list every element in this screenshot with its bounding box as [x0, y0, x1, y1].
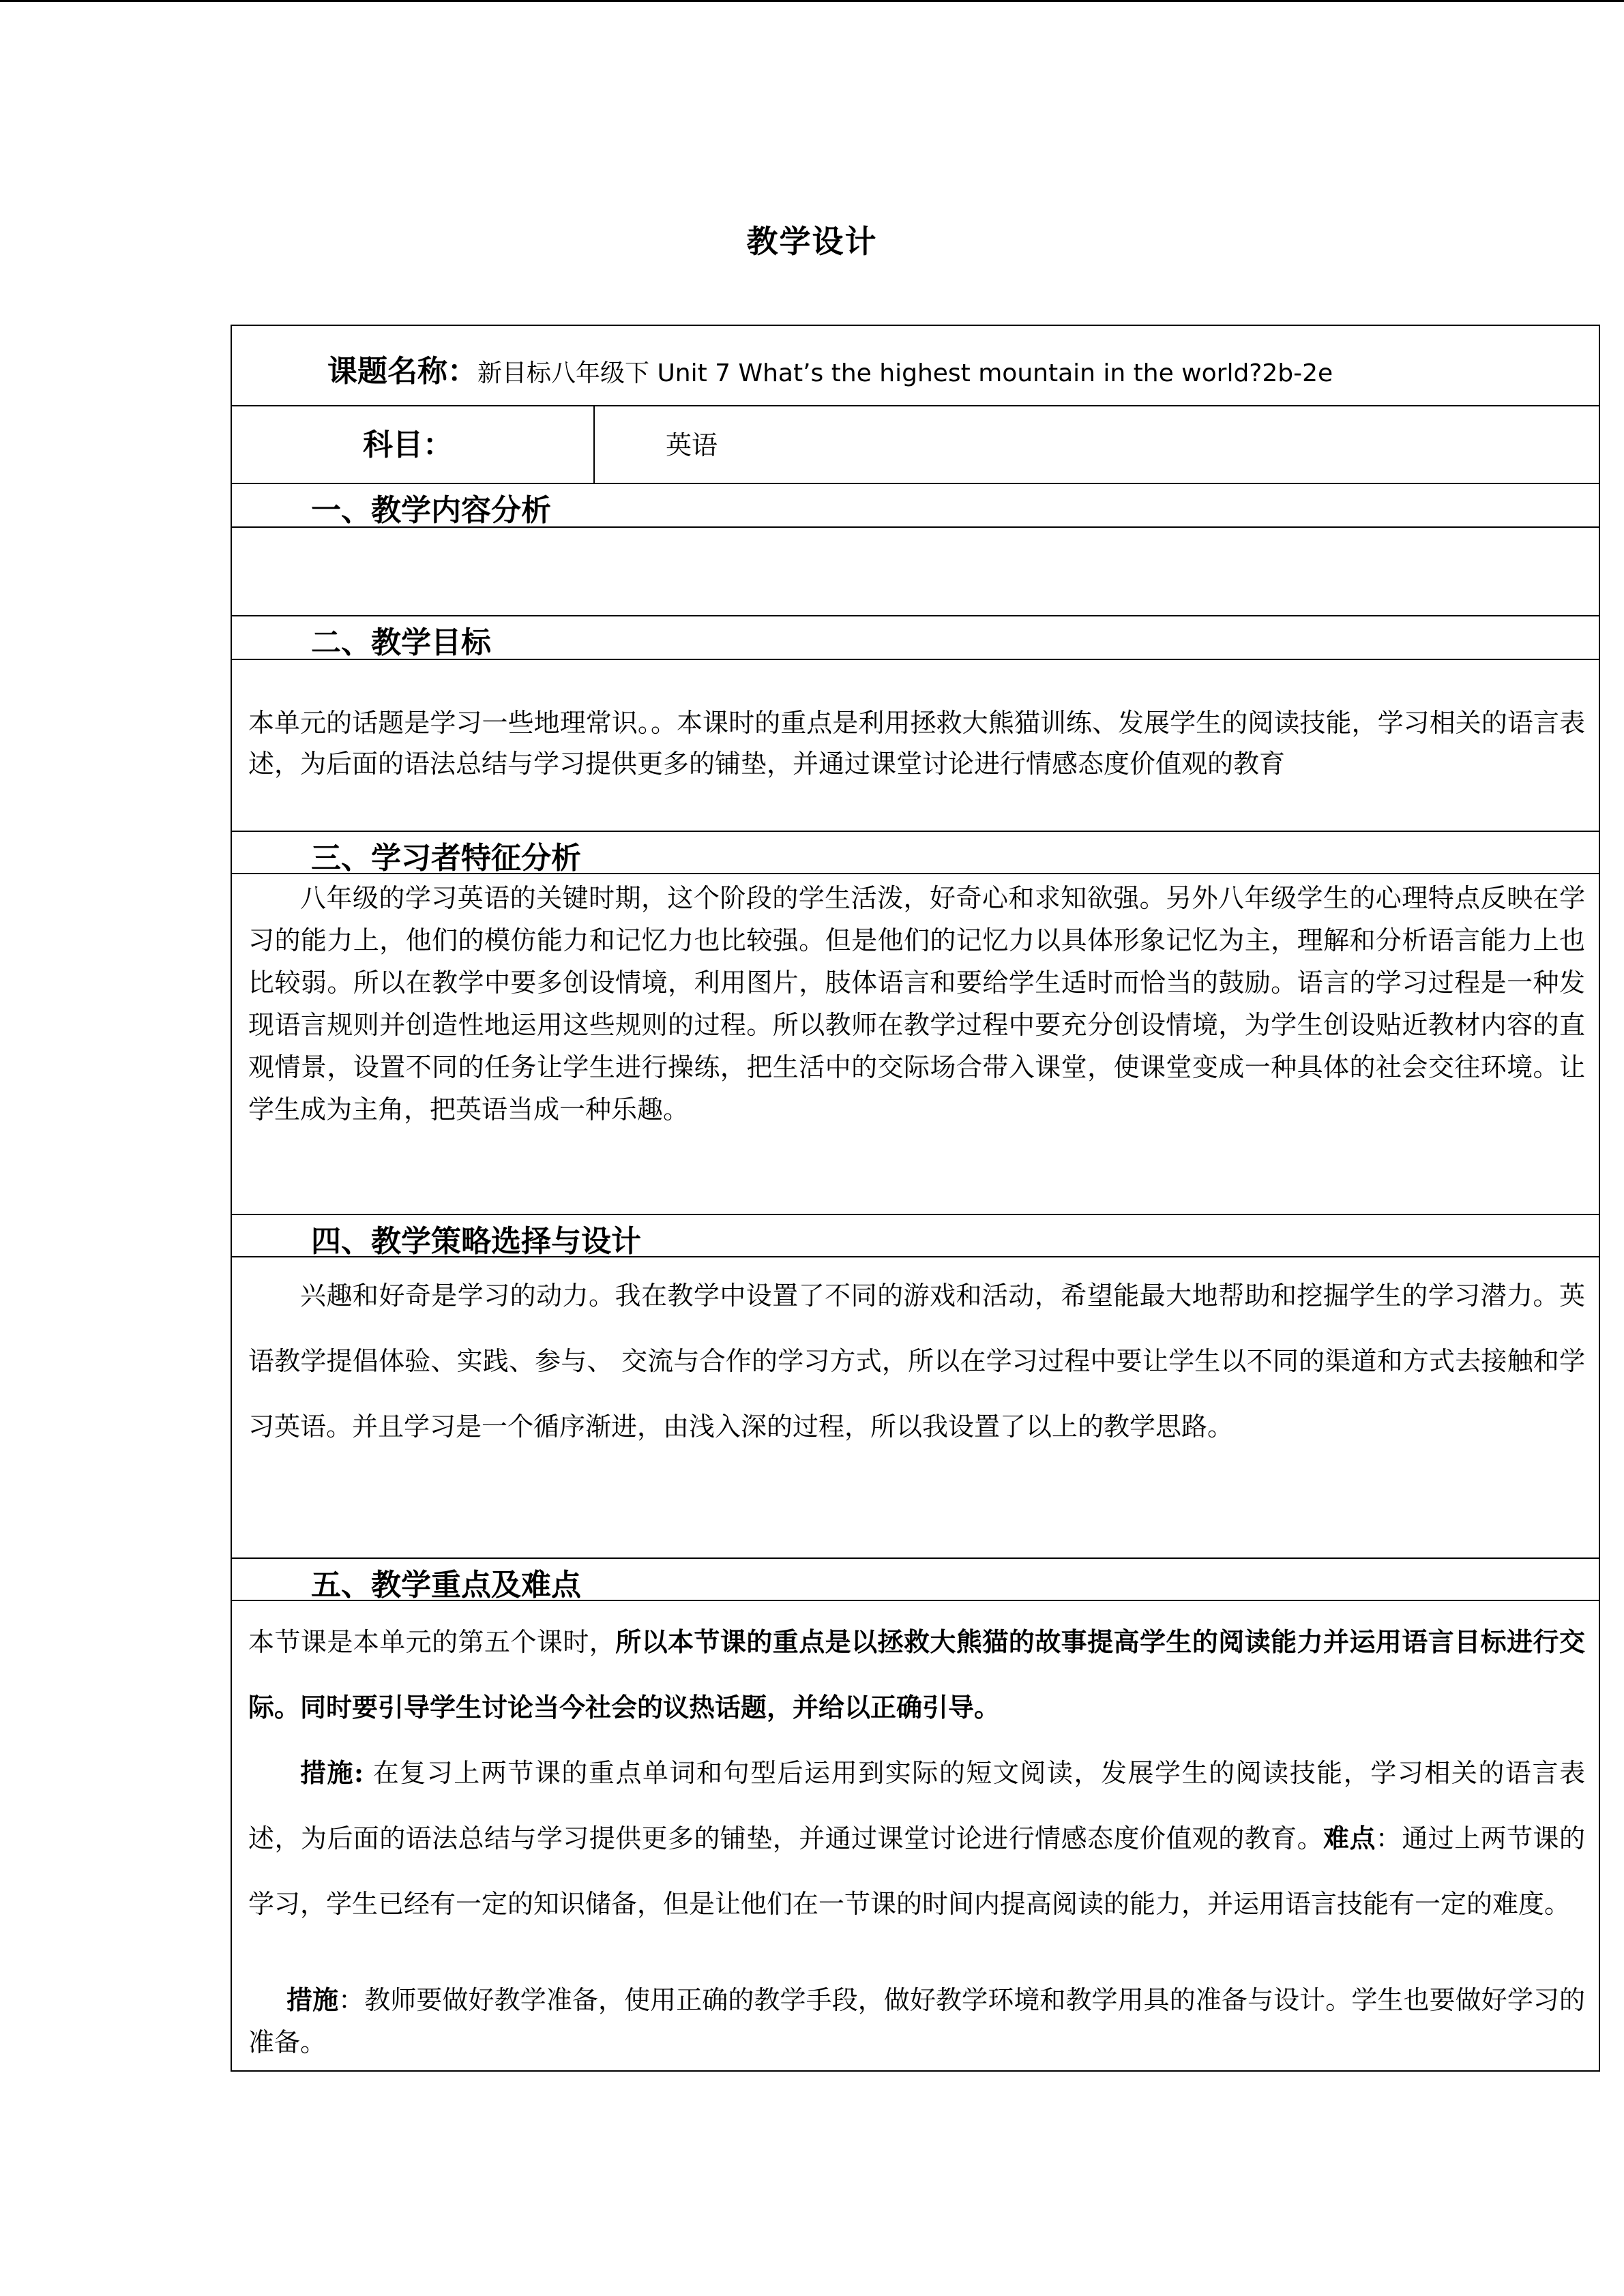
- difficulty-text: ：通过上两节课的学习，学生已经有一定的知识储备，但是让他们在一节课的时间内提高阅读的能力，并运用语言技能有一定的难度。: [248, 1823, 1585, 1919]
- row-divider: [232, 526, 1599, 528]
- row-divider: [232, 873, 1599, 874]
- section-heading-content-analysis: 一、教学内容分析: [311, 493, 551, 528]
- row-divider: [232, 1214, 1599, 1215]
- key-points-paragraph-2: [248, 1740, 1585, 1937]
- course-name: [327, 346, 1333, 390]
- row-divider: [232, 831, 1599, 832]
- row-divider: [232, 483, 1599, 484]
- course-name-row: [232, 326, 1599, 405]
- subject-value: 英语: [666, 430, 718, 460]
- section-heading-learner-analysis: 三、学习者特征分析: [311, 841, 581, 876]
- learner-analysis-body: 八年级的学习英语的关键时期，这个阶段的学生活泼，好奇心和求知欲强。另外八年级学生的心理特点反映在学习的能力上，他们的模仿能力和记忆力也比较强。但是他们的记忆力以具体形象记忆为主，理解和分析语言能力上也比较弱。所以在教学中要多创设情境，利用图片，肢体语言和要给学生适时而恰当的鼓励。语言的学习过程是一种发现语言规则并创造性地运用这些规则的过程。所以教师在教学过程中要充分创设情境，为学生创设贴近教材内容的直观情景，设置不同的任务让学生进行操练，把生活中的交际场合带入课堂，使课堂变成一种具体的社会交往环境。让学生成为主角，把英语当成一种乐趣。: [248, 883, 1585, 1124]
- measures-text-2: ：教师要做好教学准备，使用正确的教学手段，做好教学环境和教学用具的准备与设计。学生也要做好学习的准备。: [248, 1985, 1585, 2057]
- key-points-paragraph-1: [248, 1609, 1585, 1740]
- measures-text: 在复习上两节课的重点单词和句型后运用到实际的短文阅读，发展学生的阅读技能，学习相关的语言表述，为后面的语法总结与学习提供更多的铺垫，并通过课堂讨论进行情感态度价值观的教育。: [248, 1758, 1585, 1853]
- course-name-label: 课题名称：: [327, 354, 477, 389]
- row-divider: [232, 1557, 1599, 1559]
- objectives-body: 本单元的话题是学习一些地理常识。。本课时的重点是利用拯救大熊猫训练、发展学生的阅读技能，学习相关的语言表述，为后面的语法总结与学习提供更多的铺垫，并通过课堂讨论进行情感态度价值观的教育: [248, 708, 1585, 779]
- lesson-plan-table: [231, 325, 1600, 2072]
- section-heading-objectives: 二、教学目标: [311, 625, 491, 660]
- difficulty-label: 难点: [1323, 1823, 1376, 1853]
- row-divider: [232, 615, 1599, 616]
- strategy-body: 兴趣和好奇是学习的动力。我在教学中设置了不同的游戏和活动，希望能最大地帮助和挖掘学生的学习潜力。英语教学提倡体验、实践、参与、 交流与合作的学习方式，所以在学习过程中要让学生以不同的渠道和方式去接触和学习英语。并且学习是一个循序渐进，由浅入深的过程，所以我设置了以上的教学思路。: [248, 1281, 1585, 1442]
- section-heading-key-points: 五、教学重点及难点: [311, 1568, 581, 1602]
- key-points-paragraph-3: [248, 1979, 1585, 2063]
- row-divider: [232, 1256, 1599, 1257]
- measures-label-2: 措施: [286, 1984, 339, 2015]
- top-border-rule: [0, 0, 1624, 2]
- course-name-value: 新目标八年级下 Unit 7 What’s the highest mountain in the world?2b-2e: [477, 359, 1333, 387]
- key-points-focus: 所以本节课的重点是以拯救大熊猫的故事提高学生的阅读能力并运用语言目标进行交际。同时要引导学生讨论当今社会的议热话题，并给以正确引导。: [248, 1626, 1585, 1723]
- subject-label: 科目：: [363, 428, 453, 462]
- document-title: 教学设计: [746, 223, 878, 260]
- measures-label: 措施:: [300, 1757, 364, 1788]
- section-heading-strategy: 四、教学策略选择与设计: [311, 1224, 641, 1259]
- row-divider: [232, 1600, 1599, 1601]
- row-divider: [232, 405, 1599, 406]
- row-divider: [232, 659, 1599, 660]
- key-points-intro: 本节课是本单元的第五个课时，: [248, 1627, 616, 1657]
- subject-column-divider: [593, 405, 595, 483]
